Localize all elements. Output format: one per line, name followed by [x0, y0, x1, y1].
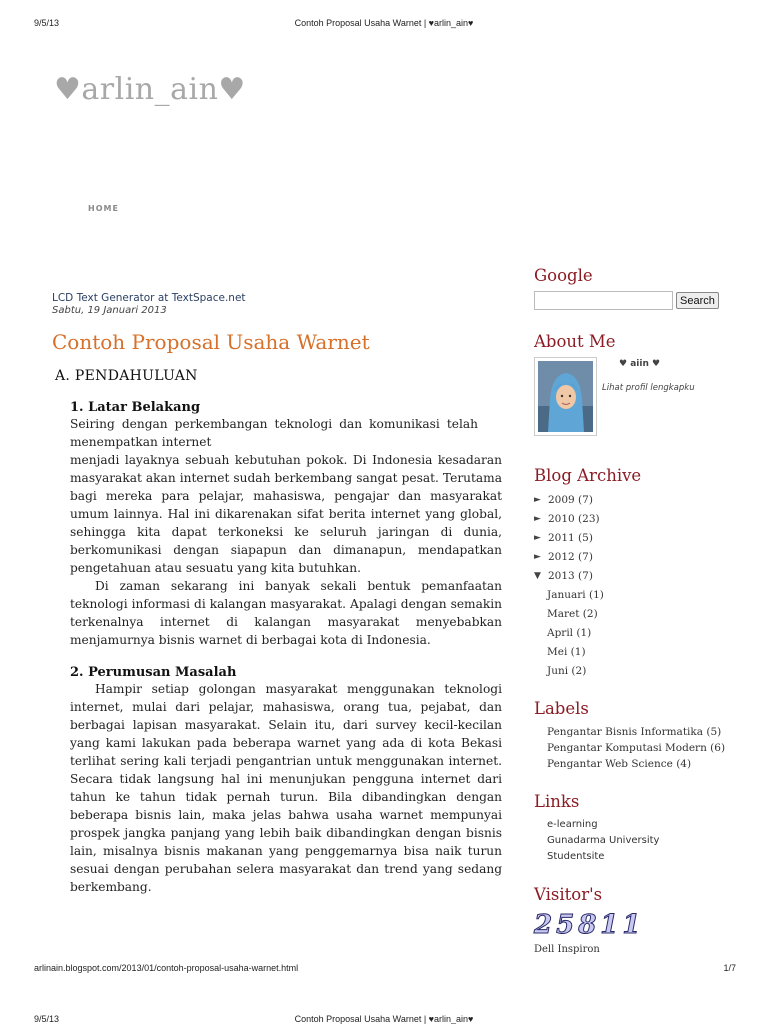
section-heading: A. PENDAHULUAN [55, 368, 198, 384]
post-body-1 [70, 415, 502, 649]
archive-label[interactable]: 2011 (5) [548, 532, 593, 544]
post-main [52, 292, 502, 896]
link-item[interactable]: e-learning [547, 819, 598, 830]
visitors-heading: Visitor's [534, 885, 603, 904]
archive-item-2011[interactable] [534, 529, 734, 548]
archive-item-2013[interactable] [534, 567, 734, 586]
blog-title[interactable]: ♥arlin_ain♥ [54, 72, 246, 107]
lcd-text-link[interactable]: LCD Text Generator at TextSpace.net [52, 292, 246, 304]
archive-label[interactable]: 2012 (7) [548, 551, 593, 563]
search-input[interactable] [534, 291, 673, 310]
post-date: Sabtu, 19 Januari 2013 [52, 305, 167, 316]
print-footer [0, 963, 768, 977]
print-header [0, 18, 768, 32]
paragraph-3: Hampir setiap golongan masyarakat menggunakan teknologi internet, mulai dari pelajar, mahasiswa, orang tua, pejabat, dan berbagai lapisan masyarakat. Selain itu, dari survey kecil-kecilan yang kami lakukan pada beberapa warnet yang ada di kota Bekasi terlihat sering kali terjadi pengantrian untuk menggunakan internet. Secara tidak langsung hal ini menunjukan pengguna internet dari tahun ke tahun tidak pernah turun. Bila dibandingkan dengan beberapa bisnis lain, maka jelas bahwa usaha warnet mempunyai prospek jangka panjang yang lebih baik dibandingkan dengan bisnis lain, misalnya bisnis makanan yang penggemarnya bisa naik turun sesuai dengan perubahan selera masyarakat dan trend yang sedang berkembang. [70, 682, 502, 894]
collapse-triangle-icon[interactable]: ▼ [534, 571, 541, 581]
label-item[interactable]: Pengantar Web Science (4) [547, 758, 692, 770]
archive-label[interactable]: 2013 (7) [548, 570, 593, 582]
print-date: 9/5/13 [34, 1014, 60, 1024]
counter-digit: 2 [534, 910, 557, 940]
about-name[interactable]: ♥ aiin ♥ [619, 359, 661, 369]
archive-month-mei[interactable]: Mei (1) [547, 646, 586, 658]
post-body-2 [70, 680, 502, 896]
expand-triangle-icon[interactable]: ► [534, 533, 541, 543]
expand-triangle-icon[interactable]: ► [534, 495, 541, 505]
paragraph-intro-indent: Seiring dengan perkembangan teknologi dan komunikasi telah menempatkan internet [70, 417, 478, 449]
sidebar [534, 266, 734, 955]
archive-item-2012[interactable] [534, 548, 734, 567]
archive-month-januari[interactable]: Januari (1) [547, 589, 604, 601]
counter-digit: 1 [600, 910, 623, 940]
archive-list [534, 491, 734, 681]
archive-item-2010[interactable] [534, 510, 734, 529]
link-item[interactable]: Studentsite [547, 851, 605, 862]
link-item[interactable]: Gunadarma University [547, 835, 660, 846]
labels-heading: Labels [534, 699, 589, 718]
counter-digit: 1 [622, 910, 645, 940]
print-page: 1/7 [723, 963, 736, 973]
expand-triangle-icon[interactable]: ► [534, 514, 541, 524]
about-me-heading: About Me [534, 332, 616, 351]
subheading-latar-belakang: 1. Latar Belakang [70, 400, 201, 415]
profile-link[interactable]: Lihat profil lengkapku [602, 383, 695, 393]
print-doc-title: Contoh Proposal Usaha Warnet | ♥arlin_ain♥ [294, 18, 474, 28]
archive-label[interactable]: 2009 (7) [548, 494, 593, 506]
counter-digit: 8 [578, 910, 601, 940]
paragraph-1: menjadi layaknya sebuah kebutuhan pokok. Di Indonesia kesadaran masyarakat akan internet sudah berkembang sangat pesat. Terutama bagi mereka para pelajar, mahasiswa, pengajar dan masyarakat umum lainnya. Hal ini dikarenakan sifat berita internet yang global, sehingga kita dapat terkoneksi ke seluruh jaringan di dunia, berkomunikasi dengan siapapun dan dimanapun, mendapatkan pengetahuan atau sesuatu yang kita butuhkan. [70, 453, 502, 575]
archive-month-april[interactable]: April (1) [547, 627, 592, 639]
profile-photo-icon [538, 361, 593, 432]
avatar[interactable] [534, 357, 597, 436]
about-me [534, 357, 734, 436]
search-button[interactable]: Search [676, 292, 719, 309]
archive-item-2009[interactable] [534, 491, 734, 510]
label-item[interactable]: Pengantar Komputasi Modern (6) [547, 742, 726, 754]
archive-month-juni[interactable]: Juni (2) [547, 665, 587, 677]
links-list [534, 817, 734, 865]
nav-home-link[interactable]: HOME [88, 204, 119, 213]
subheading-perumusan-masalah: 2. Perumusan Masalah [70, 665, 237, 680]
about-text [602, 357, 695, 436]
search-form [534, 291, 734, 310]
archive-label[interactable]: 2010 (23) [548, 513, 600, 525]
labels-list [534, 724, 734, 772]
links-heading: Links [534, 792, 580, 811]
archive-month-maret[interactable]: Maret (2) [547, 608, 598, 620]
counter-digit: 5 [556, 910, 579, 940]
print-date: 9/5/13 [34, 18, 60, 28]
paragraph-2: Di zaman sekarang ini banyak sekali bentuk pemanfaatan teknologi informasi di kalangan masyarakat. Apalagi dengan semakin terkenalnya internet di kalangan masyarakat menyebabkan menjamurnya bisnis warnet di berbagai kota di Indonesia. [70, 579, 502, 647]
dell-inspiron-text: Dell Inspiron [534, 944, 600, 955]
visitor-counter [534, 910, 734, 940]
print-doc-title: Contoh Proposal Usaha Warnet | ♥arlin_ain♥ [294, 1014, 474, 1024]
expand-triangle-icon[interactable]: ► [534, 552, 541, 562]
post-title[interactable]: Contoh Proposal Usaha Warnet [52, 330, 370, 354]
blog-archive-heading: Blog Archive [534, 466, 642, 485]
google-heading: Google [534, 266, 593, 285]
print-url: arlinain.blogspot.com/2013/01/contoh-proposal-usaha-warnet.html [34, 963, 299, 973]
label-item[interactable]: Pengantar Bisnis Informatika (5) [547, 726, 722, 738]
